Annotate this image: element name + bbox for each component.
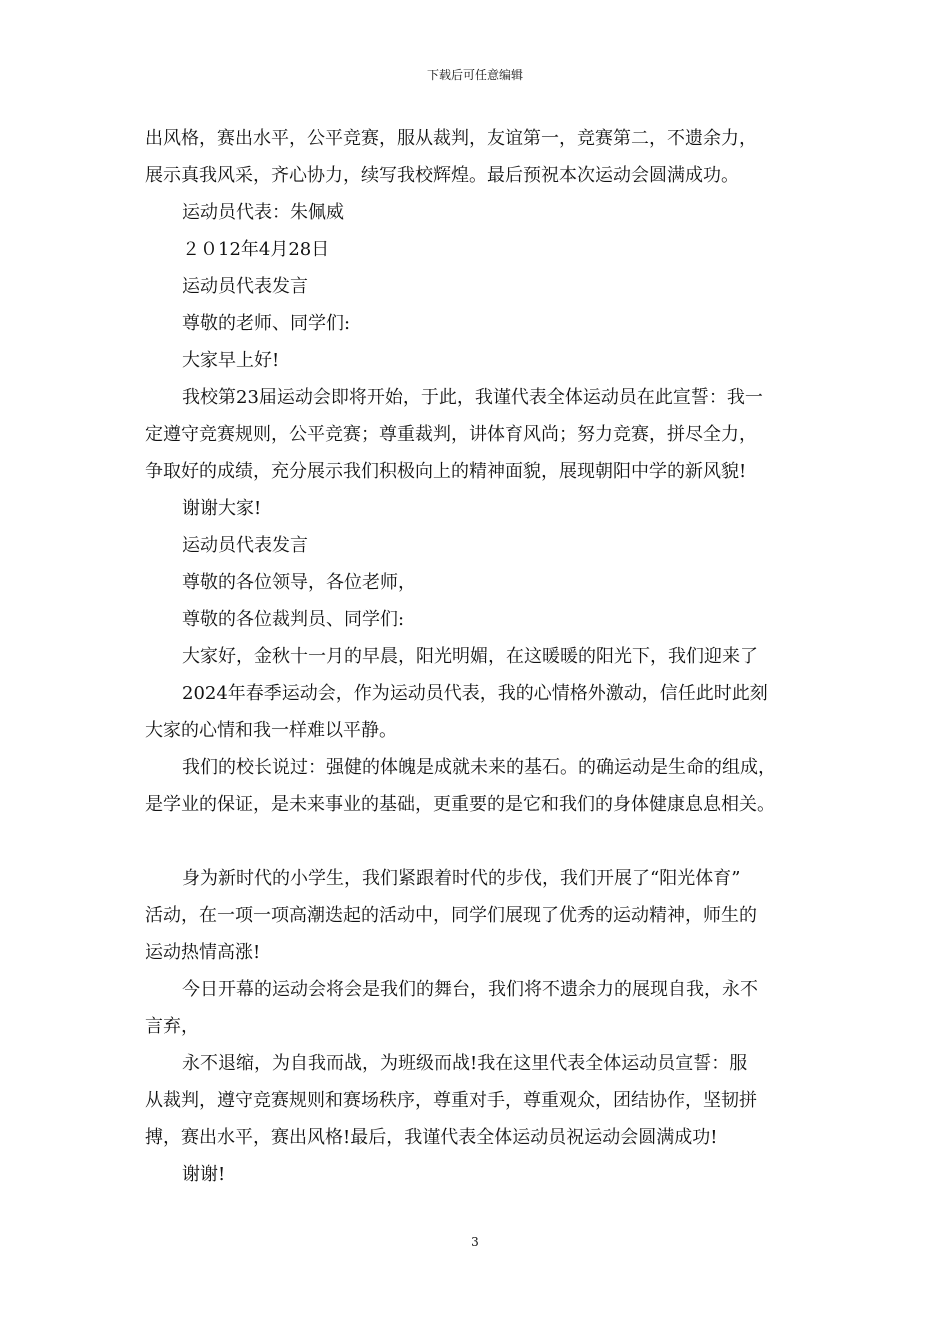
text-line: 搏，赛出水平，赛出风格!最后，我谨代表全体运动员祝运动会圆满成功! (145, 1127, 718, 1148)
greeting: 大家早上好! (182, 350, 280, 371)
paragraph-gap (145, 823, 825, 860)
text-line: 出风格，赛出水平，公平竞赛，服从裁判，友谊第一，竞赛第二，不遗余力， (145, 128, 757, 149)
closing: 谢谢! (182, 1164, 226, 1185)
text-line: 大家好，金秋十一月的早晨，阳光明媚，在这暖暖的阳光下，我们迎来了 (182, 646, 758, 667)
text-line: 今日开幕的运动会将会是我们的舞台，我们将不遗余力的展现自我，永不 (182, 979, 758, 1000)
text-line: 争取好的成绩，充分展示我们积极向上的精神面貌，展现朝阳中学的新风貌! (145, 461, 747, 482)
text-line: 运动热情高涨! (145, 942, 261, 963)
page-header: 下载后可任意编辑 (426, 68, 523, 82)
page-number: 3 (471, 1235, 479, 1249)
salutation: 尊敬的各位裁判员、同学们: (182, 609, 405, 630)
section-title: 运动员代表发言 (182, 535, 308, 556)
text-line: 2024年春季运动会，作为运动员代表，我的心情格外激动，信任此时此刻 (182, 683, 768, 704)
closing: 谢谢大家! (182, 498, 262, 519)
text-line: 永不退缩，为自我而战，为班级而战!我在这里代表全体运动员宣誓：服 (182, 1053, 748, 1074)
text-line: 身为新时代的小学生，我们紧跟着时代的步伐，我们开展了“阳光体育” (182, 868, 741, 889)
text-line: 定遵守竞赛规则，公平竞赛；尊重裁判，讲体育风尚；努力竞赛，拼尽全力， (145, 424, 757, 445)
signature-line: 运动员代表：朱佩威 (182, 202, 344, 223)
text-line: 展示真我风采，齐心协力，续写我校辉煌。最后预祝本次运动会圆满成功。 (145, 165, 739, 186)
text-line: 大家的心情和我一样难以平静。 (145, 720, 397, 741)
date-line: ２０12年4月28日 (182, 239, 330, 260)
section-title: 运动员代表发言 (182, 276, 308, 297)
text-line: 我校第23届运动会即将开始，于此，我谨代表全体运动员在此宣誓：我一 (182, 387, 763, 408)
text-line: 从裁判，遵守竞赛规则和赛场秩序，尊重对手，尊重观众，团结协作，坚韧拼 (145, 1090, 757, 1111)
salutation: 尊敬的老师、同学们: (182, 313, 351, 334)
text-line: 活动，在一项一项高潮迭起的活动中，同学们展现了优秀的运动精神，师生的 (145, 905, 757, 926)
text-line: 我们的校长说过：强健的体魄是成就未来的基石。的确运动是生命的组成， (182, 757, 776, 778)
text-line: 言弃， (145, 1016, 199, 1037)
text-line: 是学业的保证，是未来事业的基础，更重要的是它和我们的身体健康息息相关。 (145, 794, 775, 815)
salutation: 尊敬的各位领导，各位老师， (182, 572, 416, 593)
document-body (145, 120, 825, 1193)
